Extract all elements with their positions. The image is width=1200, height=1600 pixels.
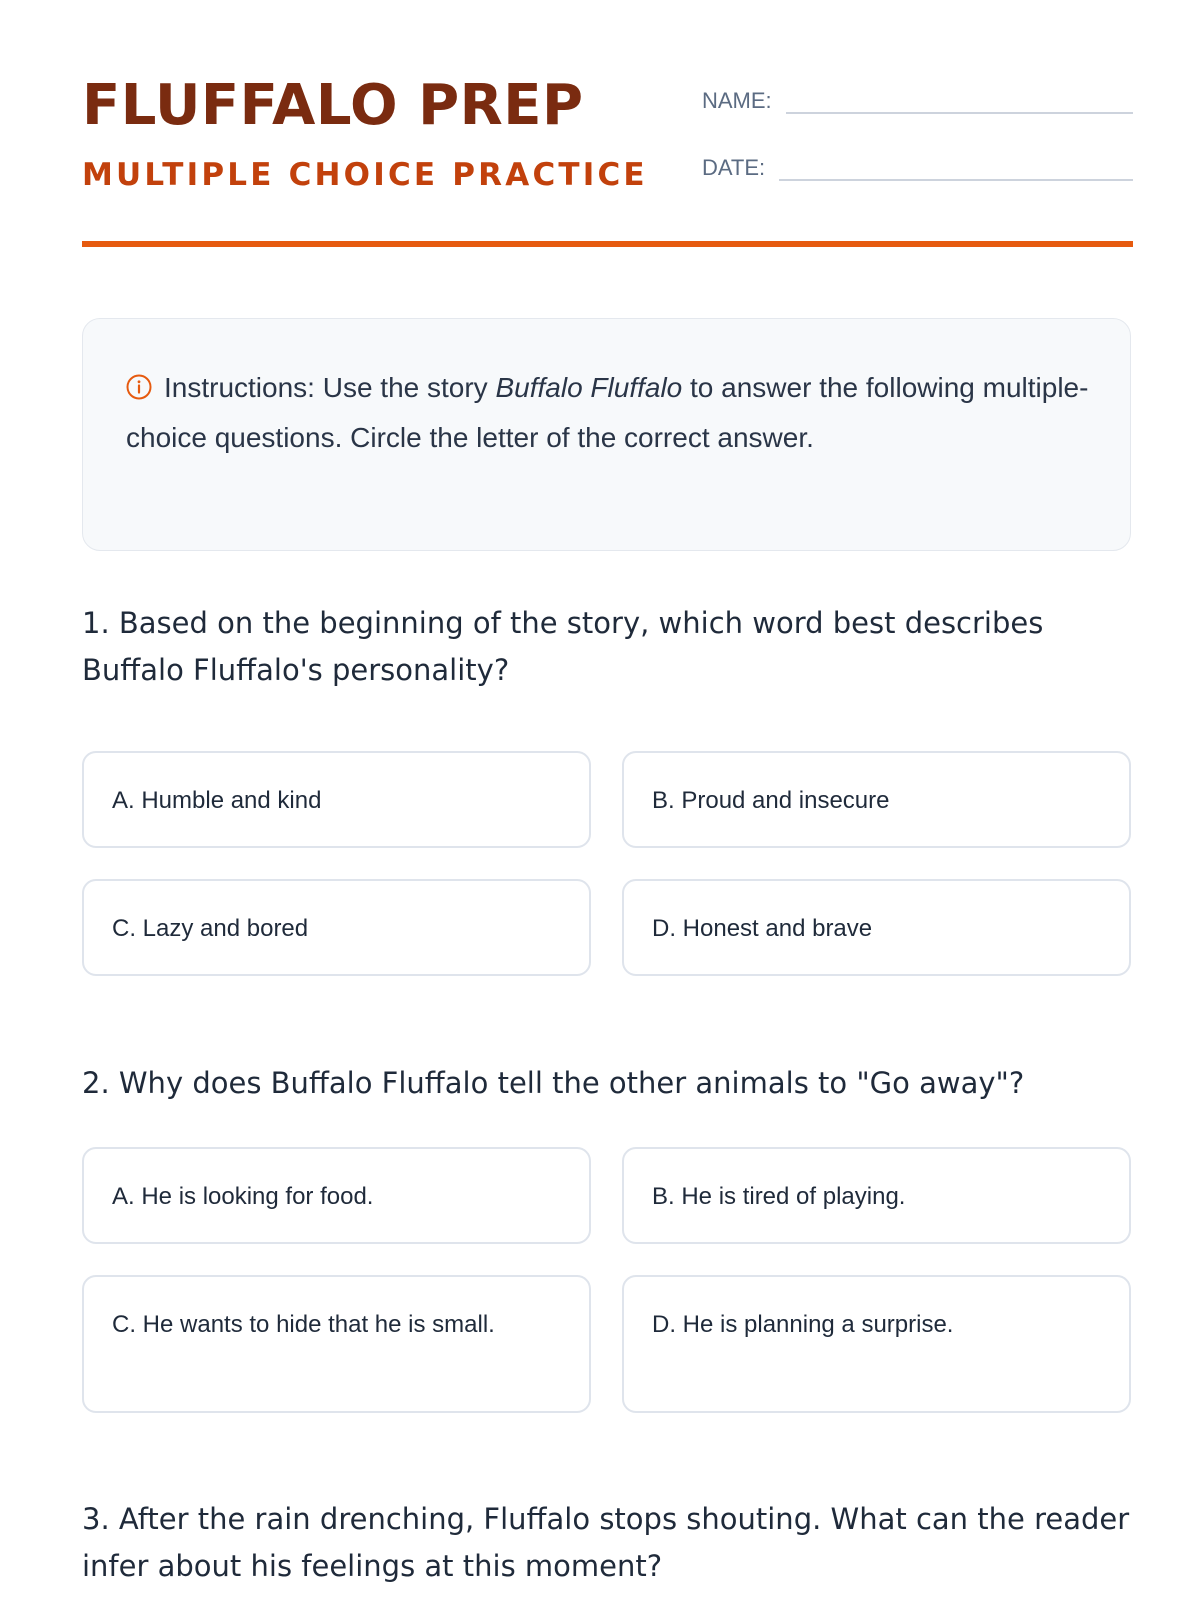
worksheet-subtitle: MULTIPLE CHOICE PRACTICE: [82, 157, 648, 193]
name-blank-line[interactable]: [786, 112, 1133, 114]
date-blank-line[interactable]: [779, 179, 1133, 181]
question-3-text: 3. After the rain drenching, Fluffalo stops shouting. What can the reader infer about his feelings at this moment?: [82, 1502, 1130, 1583]
instructions-box: [82, 318, 1131, 551]
header-divider: [82, 241, 1133, 247]
question-2-option-d[interactable]: D. He is planning a surprise.: [622, 1275, 1131, 1413]
question-2-option-c[interactable]: C. He wants to hide that he is small.: [82, 1275, 591, 1413]
story-title: Buffalo Fluffalo: [495, 372, 683, 403]
question-2-option-a[interactable]: A. He is looking for food.: [82, 1147, 591, 1244]
question-1-option-b[interactable]: B. Proud and insecure: [622, 751, 1131, 848]
question-1-option-c[interactable]: C. Lazy and bored: [82, 879, 591, 976]
name-label: NAME:: [702, 88, 772, 113]
question-1-text: 1. Based on the beginning of the story, which word best describes Buffalo Fluffalo's personality?: [82, 606, 1044, 687]
instructions-suffix: to answer the following multiple-choice questions. Circle the letter of the correct answer.: [126, 372, 1089, 453]
question-1-option-a[interactable]: A. Humble and kind: [82, 751, 591, 848]
worksheet-header: [82, 0, 1133, 250]
instructions-prefix: Instructions: Use the story: [164, 372, 496, 403]
question-2-text: 2. Why does Buffalo Fluffalo tell the other animals to "Go away"?: [82, 1066, 1025, 1100]
question-2-option-b[interactable]: B. He is tired of playing.: [622, 1147, 1131, 1244]
info-circle-icon: [126, 374, 152, 400]
question-1-option-d[interactable]: D. Honest and brave: [622, 879, 1131, 976]
date-field: [702, 157, 1133, 179]
name-field: [702, 90, 1133, 112]
worksheet-title: FLUFFALO PREP: [82, 73, 584, 138]
date-label: DATE:: [702, 155, 766, 180]
worksheet-page: [82, 0, 1133, 1583]
